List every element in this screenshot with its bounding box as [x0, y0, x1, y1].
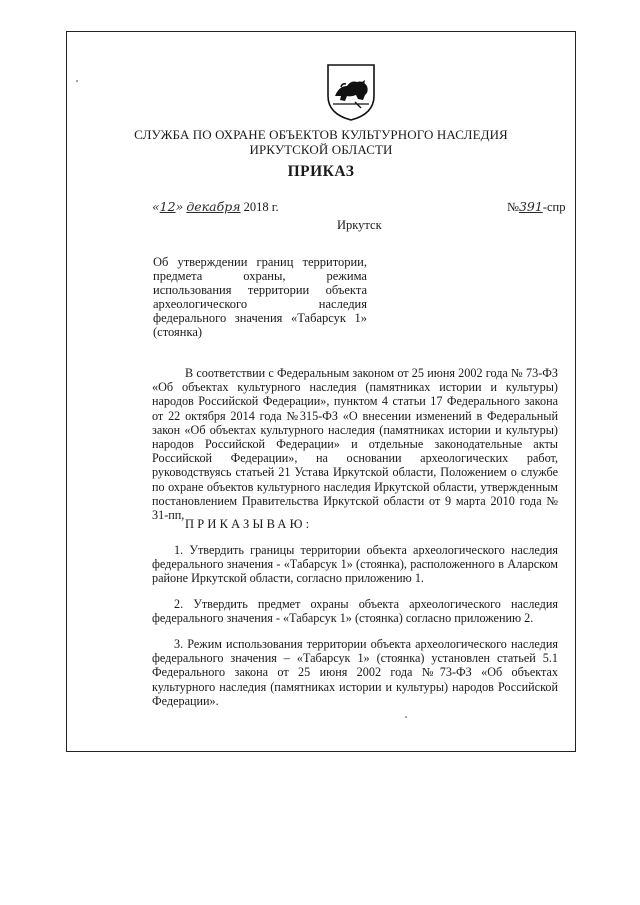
subject-line: Об утверждении границ территории, [153, 255, 367, 269]
subject-line: федерального значения «Табарсук 1» [153, 311, 367, 325]
scan-speck [405, 716, 407, 718]
document-subject [153, 255, 367, 339]
subject-line: археологического наследия [153, 297, 367, 311]
document-date [152, 199, 279, 215]
date-day: 12 [159, 199, 176, 214]
subject-line: предмета охраны, режима [153, 269, 367, 283]
date-month: декабря [186, 199, 241, 214]
org-line-1: СЛУЖБА ПО ОХРАНЕ ОБЪЕКТОВ КУЛЬТУРНОГО НАСЛЕДИЯ [134, 127, 508, 142]
date-year: 2018 г. [243, 200, 279, 214]
city: Иркутск [337, 218, 382, 232]
order-item-1: 1. Утвердить границы территории объекта археологического наследия федерального значения - «Табарсук 1» (стоянка), расположенного в Аларском районе Иркутской области, согласно приложению 1. [152, 543, 558, 586]
document-number [507, 199, 565, 215]
date-close-quote: » [175, 199, 184, 214]
organization-name [66, 127, 576, 157]
order-item-3: 3. Режим использования территории объекта археологического наследия федерального значения – «Табарсук 1» (стоянка) установлен статьей 5.1 Федерального закона от 25 июня 2002 года №73-ФЗ «Об объектах культурного наследия (памятниках истории и культуры) народов Российской Федерации». [152, 637, 558, 708]
order-item-2: 2. Утвердить предмет охраны объекта археологического наследия федерального значения - «Табарсук 1» (стоянка) согласно приложению 2. [152, 597, 558, 626]
number-prefix: № [507, 200, 519, 214]
coat-of-arms-emblem [325, 62, 377, 122]
number-value: 391 [518, 199, 543, 214]
date-open-quote: « [152, 199, 160, 214]
document-title: ПРИКАЗ [287, 163, 355, 180]
scan-speck [76, 80, 78, 82]
subject-line: (стоянка) [153, 325, 203, 339]
org-line-2: ИРКУТСКОЙ ОБЛАСТИ [249, 142, 393, 157]
subject-line: использования территории объекта [153, 283, 367, 297]
order-word: ПРИКАЗЫВАЮ: [185, 517, 313, 531]
preamble-paragraph: В соответствии с Федеральным законом от 25 июня 2002 года № 73-ФЗ «Об объектах культурного наследия (памятниках истории и культуры) народов Российской Федерации», пунктом 4 статьи 17 Федерального закона от 22 октября 2014 года №315-ФЗ «О внесении изменений в Федеральный закон «Об объектах культурного наследия (памятниках истории и культуры) народов Российской Федерации» и отдельные законодательные акты Российской Федерации», на основании археологических работ, руководствуясь статьей 21 Устава Иркутской области, Положением о службе по охране объектов культурного наследия Иркутской области, утвержденным постановлением Правительства Иркутской области от 9 марта 2010 года № 31-пп, [152, 366, 558, 523]
number-suffix: -спр [542, 200, 566, 214]
